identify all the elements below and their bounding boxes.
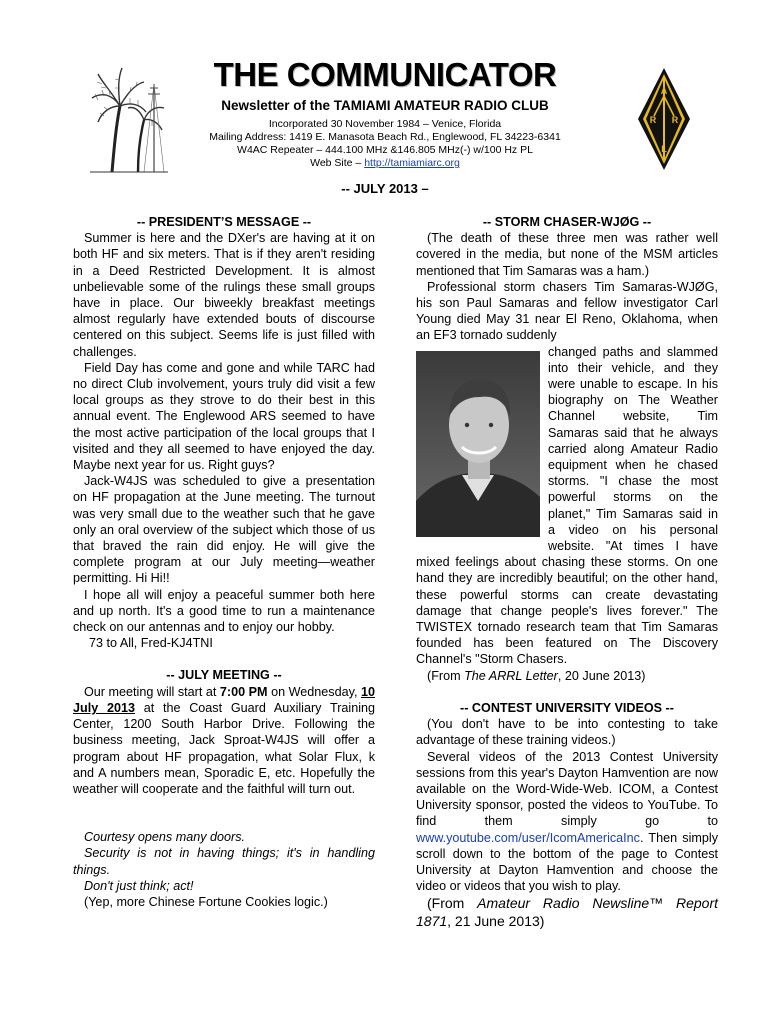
incorporated-line: Incorporated 30 November 1984 – Venice, Florida [268, 118, 502, 130]
contest-videos-p2-post: . Then simply scroll down to the bottom of the page to Contest University at Dayton Hamvention and choose the video or videos that you wish to play. [416, 830, 718, 894]
youtube-link[interactable]: www.youtube.com/user/IcomAmericaInc [416, 830, 640, 845]
arrl-letter-r1: R [649, 115, 657, 125]
july-meeting-heading: -- JULY MEETING -- [166, 668, 282, 683]
newsletter-subtitle: Newsletter of the TAMIAMI AMATEUR RADIO CLUB [221, 98, 549, 113]
arrl-letter-l: L [661, 144, 667, 154]
fortune-quote-2: Security is not in having things; it's in handling things. [73, 846, 375, 877]
website-link[interactable]: http://tamiamiarc.org [364, 157, 460, 169]
storm-chaser-p1: (The death of these three men was rather well covered in the media, but none of the MSM articles mentioned that Tim Samaras was a ham.) [416, 231, 718, 278]
storm-chaser-heading: -- STORM CHASER-WJØG -- [482, 215, 652, 229]
storm-chaser-src-pre: (From [427, 668, 465, 683]
storm-chaser-p2-lead: Professional storm chasers Tim Samaras-WJØG, his son Paul Samaras and fellow investigator Carl Young died May 31 near El Reno, Oklahoma, when an EF3 tornado suddenly [416, 279, 718, 343]
fortune-quote-3: Don't just think; act! [84, 878, 194, 893]
july-meeting-text [73, 684, 375, 797]
presidents-message-heading: -- PRESIDENT’S MESSAGE -- [136, 215, 312, 229]
arrl-letter-a: A [660, 86, 668, 96]
contest-videos-heading: -- CONTEST UNIVERSITY VIDEOS -- [460, 700, 674, 715]
contest-videos-src-post: , 21 June 2013) [447, 913, 545, 930]
storm-chaser-src-post: , 20 June 2013) [557, 668, 646, 683]
arrl-letter-r2: R [671, 115, 679, 125]
issue-date: -- JULY 2013 – [341, 181, 429, 196]
presidents-message-p4: I hope all will enjoy a peaceful summer both here and up north. It's a good time to run a maintenance check on our antennas and to enjoy our hobby. [73, 587, 375, 635]
contest-videos-p2 [416, 749, 718, 895]
presidents-message-p3: Jack-W4JS was scheduled to give a presentation on HF propagation at the June meeting. The turnout was very small due to the weather such that he gave only an oral overview of the subject which those of us that braved the rain did enjoy. He will give the complete program at our July meeting—weather permitting. Hi Hi!! [73, 474, 375, 586]
website-line [0, 157, 770, 169]
contest-videos-src-pre: (From [427, 895, 478, 912]
fortune-quote-1: Courtesy opens many doors. [84, 830, 246, 845]
july-meeting-t1: Our meeting will start at [84, 684, 220, 699]
contest-videos-src-ital: Amateur Radio Newsline™ Report 1871 [416, 895, 718, 930]
newsletter-title: THE COMMUNICATOR [213, 56, 557, 93]
july-meeting-time: 7:00 PM [219, 684, 268, 699]
presidents-message-signoff: 73 to All, Fred-KJ4TNI [89, 636, 213, 651]
july-meeting-t2: on Wednesday, [267, 684, 361, 699]
repeater-line: W4AC Repeater – 444.100 MHz &146.805 MHz(-) w/100 Hz PL [237, 144, 533, 156]
july-meeting-date: 10 July 2013 [73, 684, 375, 715]
left-column [73, 214, 375, 910]
contest-videos-source [416, 894, 718, 930]
presidents-message-p2: Field Day has come and gone and while TARC had no direct Club involvement, yours truly did visit a few local groups as they strove to do their best in this annual event. The Englewood ARS seemed to have the most active participation of the local groups that I visited and they all seemed to have enjoyed the day. Maybe next year for us. Right guys? [73, 360, 375, 473]
right-column [416, 214, 718, 930]
presidents-message-p1: Summer is here and the DXer's are having at it on both HF and six meters. That is if they aren't residing in a Deed Restricted Development. It is almost unbelievable some of the rulings these small groups have in place. Our biweekly breakfast meetings almost regularly have extended bouts of discourse centered on this subject. Seems life is just filled with challenges. [73, 231, 375, 359]
fortune-quote-note: (Yep, more Chinese Fortune Cookies logic.) [84, 894, 328, 909]
contest-videos-p1: (You don't have to be into contesting to take advantage of these training videos.) [416, 717, 718, 748]
mailing-address-line: Mailing Address: 1419 E. Manasota Beach Rd., Englewood, FL 34223-6341 [209, 131, 561, 143]
storm-chaser-src-ital: The ARRL Letter [464, 668, 558, 683]
tim-samaras-photo [416, 351, 540, 537]
storm-chaser-source [416, 668, 718, 684]
storm-chaser-p2-rest: changed paths and slammed into their vehicle, and they were unable to escape. In his biography on The Weather Channel website, Tim Samaras said that he always carried along Amateur Radio equipment when he chased storms. "I chase the most powerful storms on the planet," Tim Samaras said in a video on his personal website. "At times I have mixed feelings about chasing these storms. On one hand they are incredibly beautiful; on the other hand, these powerful storms can create devastating damage that change people's lives forever." The TWISTEX tornado research team that Tim Samaras founded has been featured on The Discovery Channel's "Storm Chasers. [416, 344, 718, 667]
contest-videos-p2-pre: Several videos of the 2013 Contest University sessions from this year's Dayton Hamvention are now available on the Word-Wide-Web. ICOM, a Contest University sponsor, posted the videos to YouTube. To find them simply go to [416, 749, 718, 829]
july-meeting-t3: at the Coast Guard Auxiliary Training Center, 1200 South Harbor Drive. Following the business meeting, Jack Sproat-W4JS will offer a program about HF propagation, what Solar Flux, k and A numbers mean, Sporadic E, etc. Hopefully the weather will cooperate and the faithful will turn out. [73, 700, 376, 796]
website-label: Web Site – [310, 157, 365, 169]
